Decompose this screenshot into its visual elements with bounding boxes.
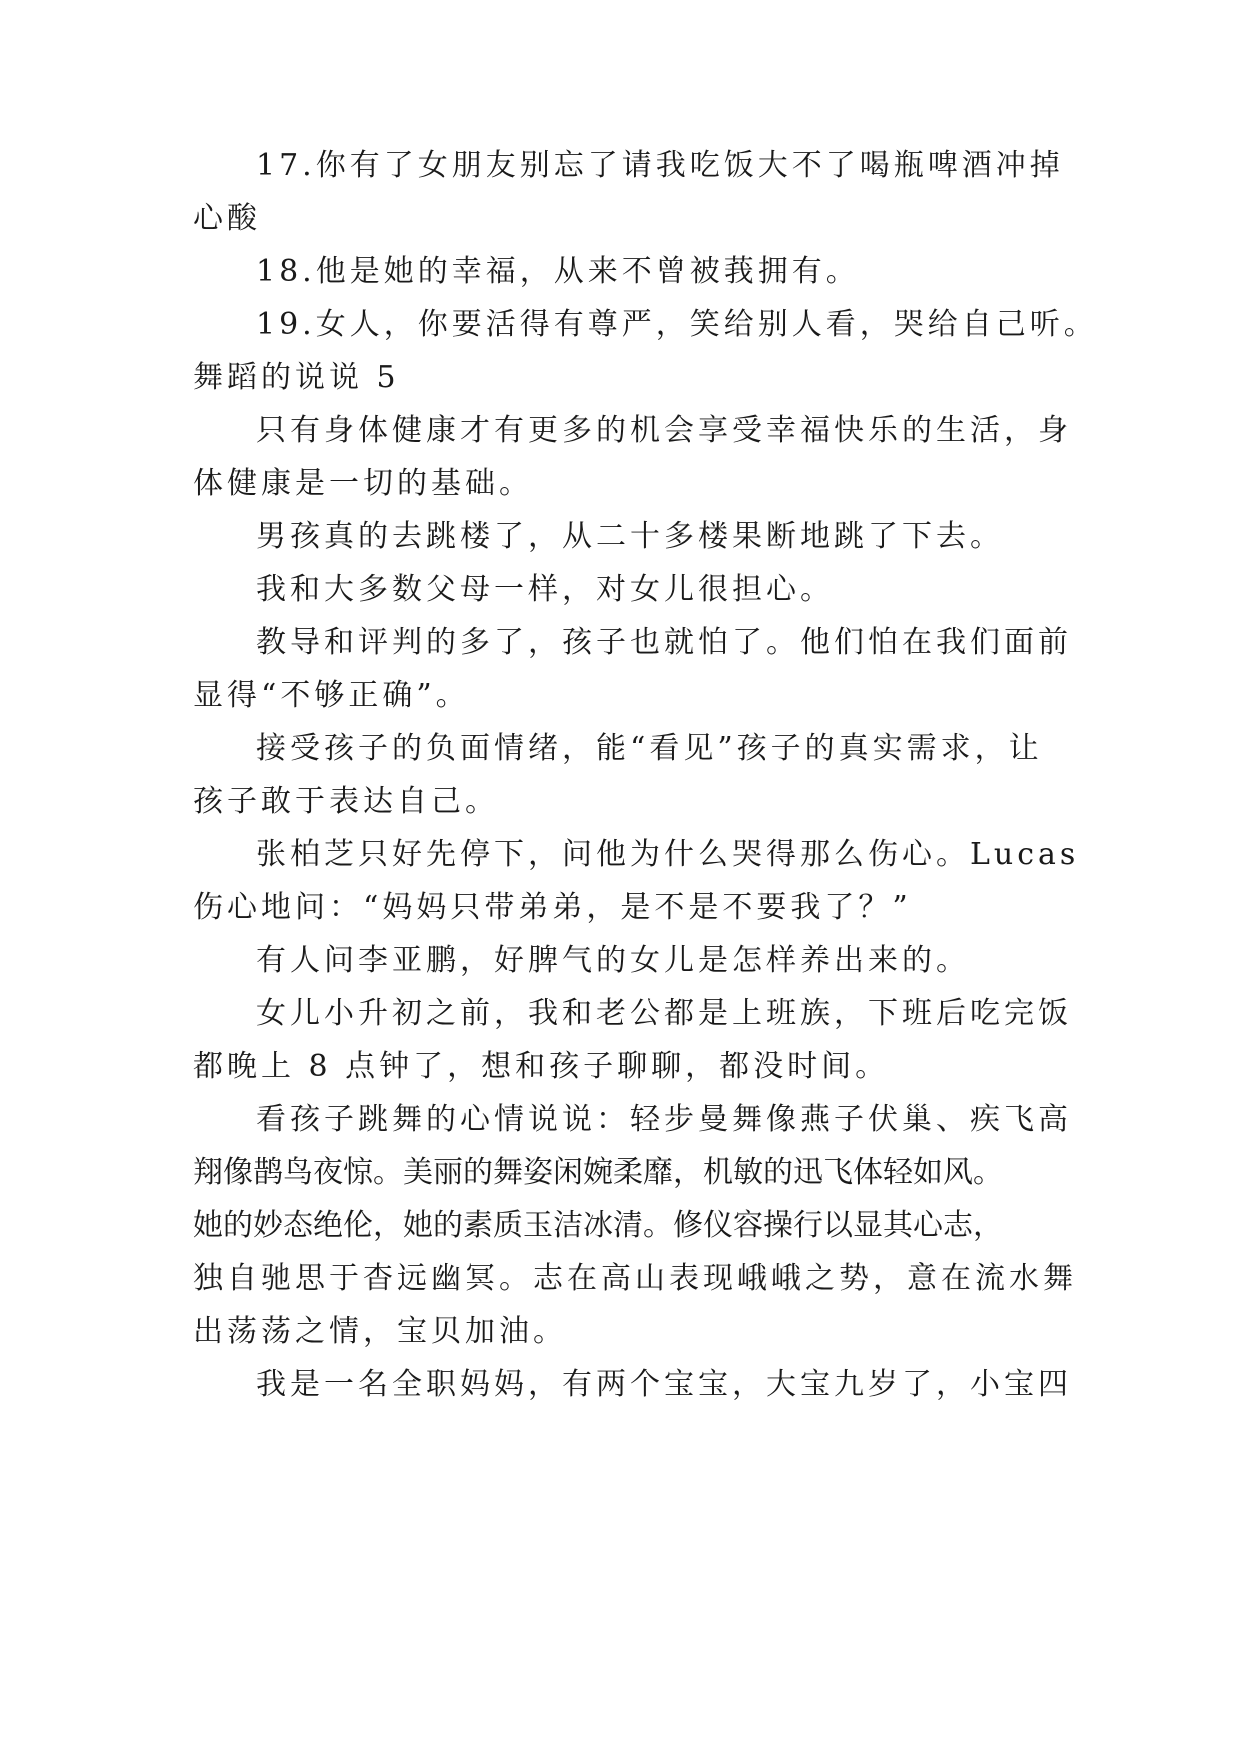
text-line: 我是一名全职妈妈，有两个宝宝，大宝九岁了，小宝四 (256, 1367, 1072, 1402)
text-line: 18.他是她的幸福，从来不曾被莪拥有。 (256, 254, 860, 289)
text-line: 教导和评判的多了，孩子也就怕了。他们怕在我们面前 (256, 625, 1072, 660)
text-line: 体健康是一切的基础。 (193, 466, 533, 501)
text-line: 她的妙态绝伦，她的素质玉洁冰清。修仪容操行以显其心志， (193, 1208, 1003, 1243)
text-line: 我和大多数父母一样，对女儿很担心。 (256, 572, 834, 607)
text-line: 看孩子跳舞的心情说说：轻步曼舞像燕子伏巢、疾飞高 (256, 1102, 1072, 1137)
text-line: 张柏芝只好先停下，问他为什么哭得那么伤心。Lucas (256, 837, 1080, 872)
text-line: 接受孩子的负面情绪，能“看见”孩子的真实需求，让 (256, 731, 1043, 766)
text-line: 孩子敢于表达自己。 (193, 784, 499, 819)
text-line: 有人问李亚鹏，好脾气的女儿是怎样养出来的。 (256, 943, 970, 978)
text-line: 伤心地问：“妈妈只带弟弟，是不是不要我了？” (193, 890, 912, 925)
text-line: 翔像鹊鸟夜惊。美丽的舞姿闲婉柔靡，机敏的迅飞体轻如风。 (193, 1155, 1003, 1190)
text-line: 17.你有了女朋友别忘了请我吃饭大不了喝瓶啤酒冲掉 (256, 148, 1064, 183)
text-line: 心酸 (193, 201, 261, 236)
text-line: 男孩真的去跳楼了，从二十多楼果断地跳了下去。 (256, 519, 1004, 554)
text-line: 只有身体健康才有更多的机会享受幸福快乐的生活，身 (256, 413, 1072, 448)
section-heading: 舞蹈的说说 5 (193, 360, 400, 395)
text-line: 出荡荡之情，宝贝加油。 (193, 1314, 567, 1349)
text-line: 显得“不够正确”。 (193, 678, 470, 713)
text-line: 都晚上 8 点钟了，想和孩子聊聊，都没时间。 (193, 1049, 890, 1084)
text-line: 女儿小升初之前，我和老公都是上班族，下班后吃完饭 (256, 996, 1072, 1031)
text-line: 独自驰思于杳远幽冥。志在高山表现峨峨之势，意在流水舞 (193, 1261, 1077, 1296)
text-line: 19.女人，你要活得有尊严，笑给别人看，哭给自己听。 (256, 307, 1098, 342)
